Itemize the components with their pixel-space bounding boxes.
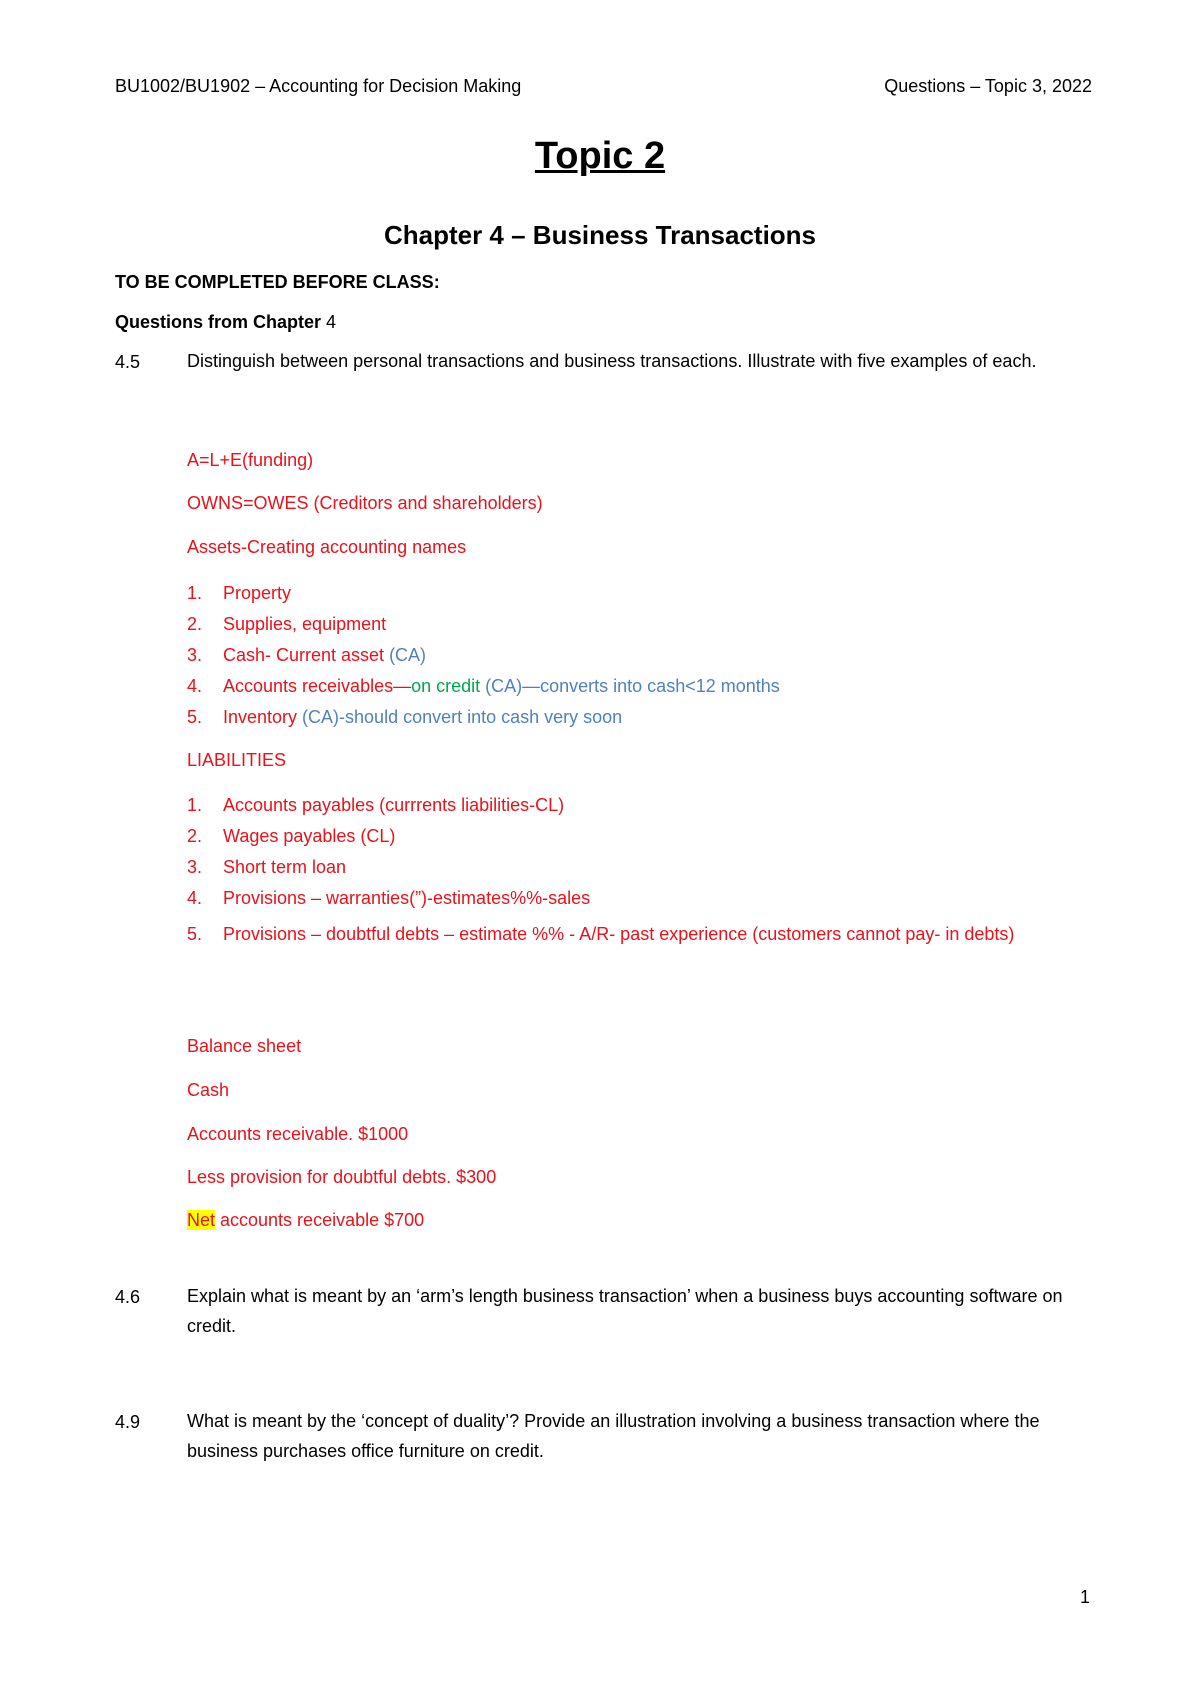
questions-from-prefix: Questions from Chapter xyxy=(115,312,322,332)
list-text-ca: (CA)—converts into cash<12 months xyxy=(485,676,780,696)
note-equation: A=L+E(funding) xyxy=(187,450,314,470)
list-text: Accounts receivables— xyxy=(223,676,412,696)
list-text: Provisions – doubtful debts – estimate %% - A/R- past experience (customers cannot pay- in debts) xyxy=(223,924,1015,944)
note-assets-heading: Assets-Creating accounting names xyxy=(187,537,467,557)
list-item xyxy=(187,582,780,613)
list-number: 1. xyxy=(187,583,203,603)
list-number: 5. xyxy=(187,707,203,727)
page-number: 1 xyxy=(1079,1587,1090,1607)
list-number: 5. xyxy=(187,924,203,944)
note-balance-sheet: Balance sheet xyxy=(187,1036,302,1056)
note-less-provision: Less provision for doubtful debts. $300 xyxy=(187,1167,497,1187)
list-item xyxy=(187,794,1093,825)
list-text: Provisions – warranties(”)-estimates%%-sales xyxy=(223,888,591,908)
list-number: 2. xyxy=(187,614,203,634)
note-owns-owes: OWNS=OWES (Creditors and shareholders) xyxy=(187,493,543,513)
list-text: Short term loan xyxy=(223,857,347,877)
list-number: 1. xyxy=(187,795,203,815)
highlighted-net: Net xyxy=(187,1210,216,1230)
list-item xyxy=(187,613,780,644)
list-number: 4. xyxy=(187,888,203,908)
question-4-5-text: Distinguish between personal transactions and business transactions. Illustrate with five examples of each. xyxy=(187,351,1037,371)
list-text-ca: (CA) xyxy=(389,645,427,665)
note-net-accounts-receivable xyxy=(187,1210,424,1231)
question-4-9-number: 4.9 xyxy=(115,1412,141,1432)
list-number: 2. xyxy=(187,826,203,846)
list-text-ca: (CA)-should convert into cash very soon xyxy=(302,707,623,727)
question-4-6-number: 4.6 xyxy=(115,1287,141,1307)
list-number: 3. xyxy=(187,857,203,877)
questions-from-heading xyxy=(115,312,336,333)
list-item xyxy=(187,887,1093,918)
list-text: Supplies, equipment xyxy=(223,614,387,634)
list-item xyxy=(187,644,780,675)
liabilities-list xyxy=(187,794,1093,980)
note-cash: Cash xyxy=(187,1080,230,1100)
question-4-9-text: What is meant by the ‘concept of duality’? Provide an illustration involving a business transaction where the business purchases office furniture on credit. xyxy=(187,1411,1040,1461)
page-title: Topic 2 xyxy=(534,135,666,177)
list-item xyxy=(187,706,780,737)
before-class-heading: TO BE COMPLETED BEFORE CLASS: xyxy=(115,272,440,292)
list-number: 3. xyxy=(187,645,203,665)
list-text: Inventory xyxy=(223,707,303,727)
list-number: 4. xyxy=(187,676,203,696)
list-item xyxy=(187,675,780,706)
question-4-5-number: 4.5 xyxy=(115,352,141,372)
list-text: Cash- Current asset xyxy=(223,645,390,665)
list-text: Wages payables (CL) xyxy=(223,826,396,846)
note-liabilities-heading: LIABILITIES xyxy=(187,750,287,770)
list-item xyxy=(187,918,1093,980)
note-accounts-receivable: Accounts receivable. $1000 xyxy=(187,1124,409,1144)
assets-list xyxy=(187,582,780,737)
list-item xyxy=(187,825,1093,856)
list-text-on-credit: on credit xyxy=(411,676,486,696)
net-rest: accounts receivable $700 xyxy=(215,1210,425,1230)
header-topic: Questions – Topic 3, 2022 xyxy=(884,76,1092,96)
chapter-title: Chapter 4 – Business Transactions xyxy=(383,220,817,250)
list-item xyxy=(187,856,1093,887)
header-course: BU1002/BU1902 – Accounting for Decision Making xyxy=(115,76,522,96)
list-text: Accounts payables (currrents liabilities-CL) xyxy=(223,795,565,815)
question-4-6-text: Explain what is meant by an ‘arm’s length business transaction’ when a business buys accounting software on credit. xyxy=(187,1286,1063,1336)
list-text: Property xyxy=(223,583,292,603)
questions-from-chapter-number: 4 xyxy=(326,312,337,332)
